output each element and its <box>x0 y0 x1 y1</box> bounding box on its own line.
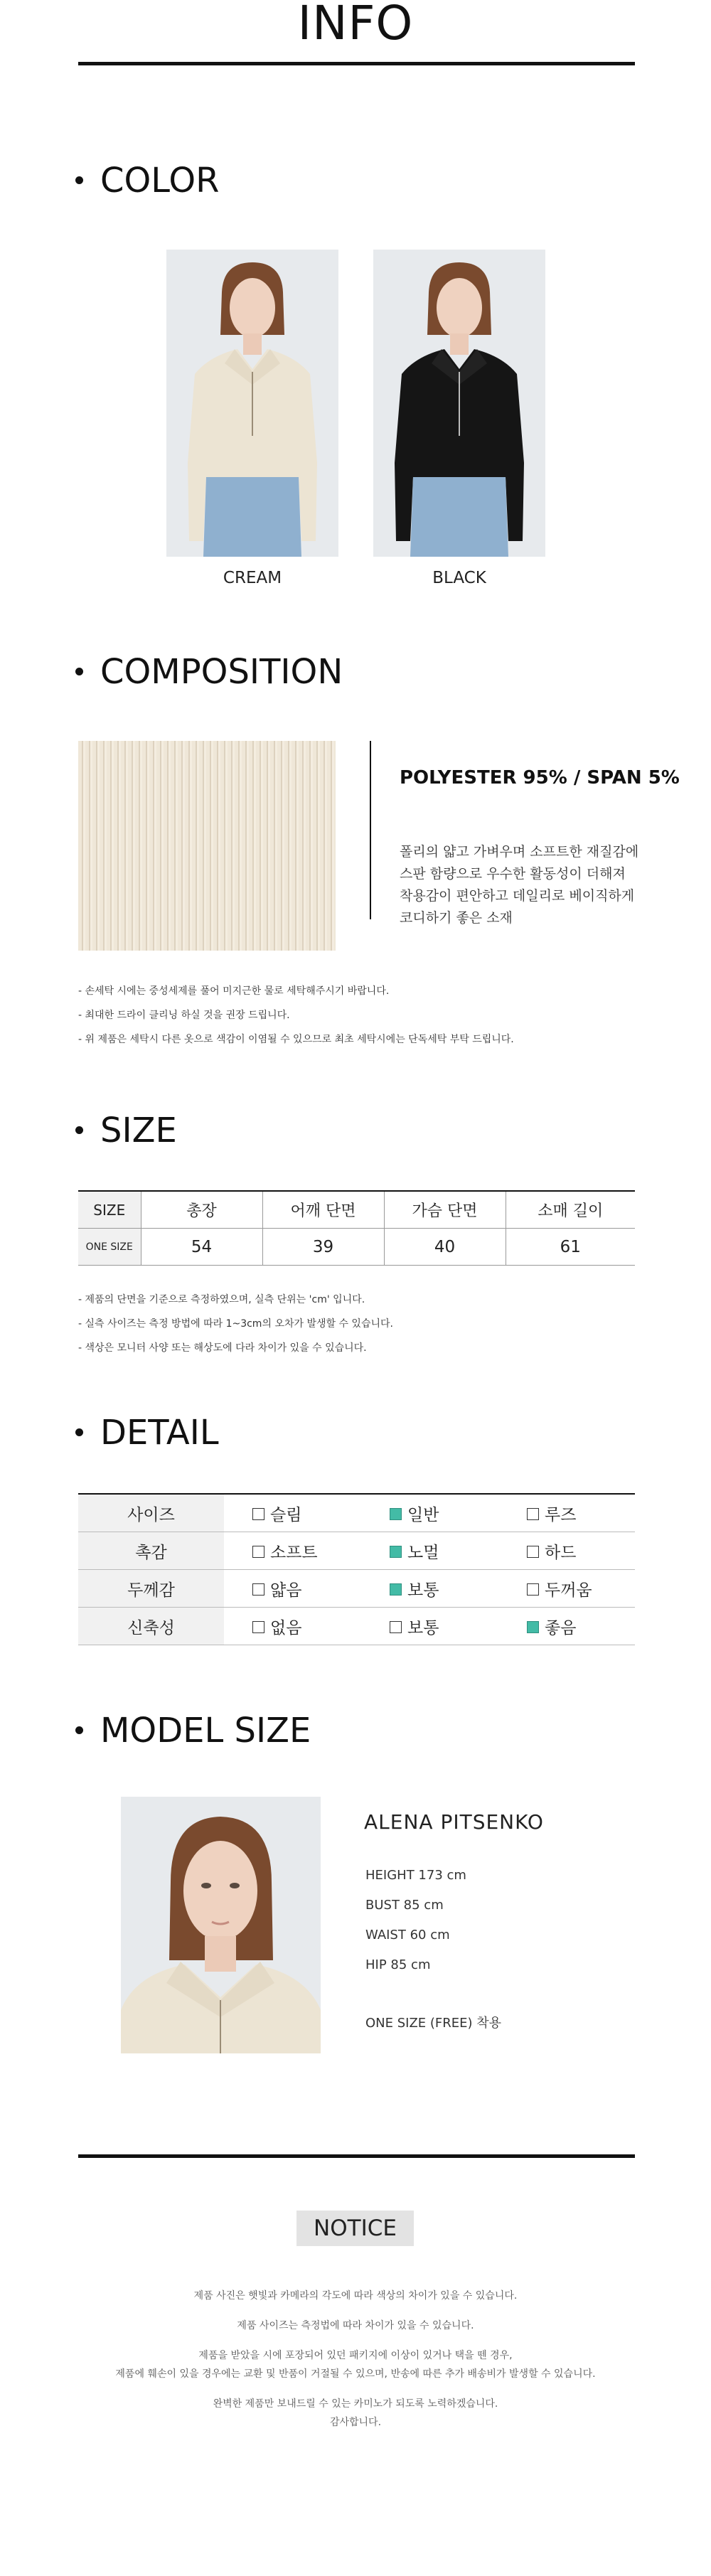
option-label: 노멀 <box>407 1543 439 1562</box>
detail-heading <box>75 1411 219 1454</box>
size-heading <box>75 1109 177 1152</box>
table-row <box>78 1532 635 1570</box>
model-hip: HIP 85 cm <box>365 1957 431 1972</box>
care-note: - 위 제품은 세탁시 다른 옷으로 색감이 이염될 수 있으므로 최초 세탁시에는 단독세탁 부탁 드립니다. <box>78 1034 514 1045</box>
checkbox-icon <box>527 1621 539 1633</box>
title-divider <box>78 62 635 65</box>
option-label: 소프트 <box>270 1543 318 1562</box>
detail-option <box>361 1532 498 1570</box>
description-line: 폴리의 얇고 가벼우며 소프트한 재질감에 <box>400 844 639 860</box>
material-label: POLYESTER 95% / SPAN 5% <box>400 767 680 789</box>
model-height: HEIGHT 173 cm <box>365 1868 466 1883</box>
description-line: 스판 함량으로 우수한 활동성이 더해져 <box>400 866 626 882</box>
black-photo <box>373 250 545 557</box>
table-row <box>78 1494 635 1532</box>
bullet-dot <box>75 1428 83 1436</box>
option-label: 보통 <box>407 1581 439 1600</box>
detail-option <box>498 1494 635 1532</box>
bullet-dot <box>75 1126 83 1134</box>
cream-photo <box>166 250 338 557</box>
composition-heading <box>75 651 343 693</box>
size-table <box>78 1190 635 1266</box>
model-size-heading <box>75 1709 311 1752</box>
composition-heading-text: COMPOSITION <box>100 652 343 692</box>
model-name: ALENA PITSENKO <box>364 1810 544 1834</box>
size-cell: 61 <box>560 1237 581 1256</box>
size-col-header: 소매 길이 <box>538 1202 604 1220</box>
care-note: - 최대한 드라이 클리닝 하실 것을 권장 드립니다. <box>78 1010 290 1021</box>
option-label: 루즈 <box>545 1505 577 1524</box>
care-notes <box>78 979 514 1052</box>
checkbox-icon <box>390 1546 402 1558</box>
size-cell: 39 <box>262 1229 384 1266</box>
description-line: 코디하기 좋은 소재 <box>400 910 513 926</box>
checkbox-icon <box>390 1508 402 1520</box>
table-row <box>78 1570 635 1608</box>
size-note: - 제품의 단면을 기준으로 측정하였으며, 실측 단위는 'cm' 입니다. <box>78 1294 365 1305</box>
detail-option <box>498 1532 635 1570</box>
detail-option <box>224 1570 361 1608</box>
checkbox-icon <box>390 1621 402 1633</box>
color-label-black: BLACK <box>432 569 486 587</box>
color-heading-text: COLOR <box>100 161 220 201</box>
notice-line: 제품을 받았을 시에 포장되어 있던 패키지에 이상이 있거나 택을 뗀 경우, <box>198 2350 513 2361</box>
model-waist: WAIST 60 cm <box>365 1928 450 1942</box>
checkbox-icon <box>390 1583 402 1596</box>
option-label: 하드 <box>545 1543 577 1562</box>
detail-option <box>361 1570 498 1608</box>
table-row <box>78 1229 635 1266</box>
size-col-header: 가슴 단면 <box>384 1191 506 1229</box>
size-note: - 색상은 모니터 사양 또는 해상도에 다라 차이가 있을 수 있습니다. <box>78 1342 367 1354</box>
size-cell: 54 <box>141 1229 262 1266</box>
detail-category: 사이즈 <box>78 1494 224 1532</box>
checkbox-icon <box>252 1583 264 1596</box>
detail-option <box>224 1608 361 1645</box>
notice-title: NOTICE <box>296 2211 414 2246</box>
size-col-header: 총장 <box>141 1191 262 1229</box>
black-model-illustration <box>373 250 545 557</box>
model-photo <box>121 1797 321 2053</box>
size-cell: 40 <box>384 1229 506 1266</box>
checkbox-icon <box>527 1583 539 1596</box>
checkbox-icon <box>252 1546 264 1558</box>
model-measurements <box>365 1861 466 1980</box>
notice-line: 제품에 훼손이 있을 경우에는 교환 및 반품이 거절될 수 있으며, 반송에 따른 추가 배송비가 발생할 수 있습니다. <box>115 2368 596 2380</box>
size-col-header: SIZE <box>78 1191 141 1229</box>
fabric-swatch <box>78 741 336 951</box>
detail-option <box>224 1532 361 1570</box>
model-portrait-illustration <box>121 1797 321 2053</box>
detail-category: 두께감 <box>78 1570 224 1608</box>
option-label: 슬림 <box>270 1505 302 1524</box>
option-label: 보통 <box>407 1618 439 1637</box>
description-line: 착용감이 편안하고 데일리로 베이직하게 <box>400 888 635 904</box>
detail-heading-text: DETAIL <box>100 1413 219 1453</box>
notice-divider <box>78 2154 635 2158</box>
model-fit: ONE SIZE (FREE) 착용 <box>365 2016 502 2031</box>
bullet-dot <box>75 1726 83 1734</box>
detail-category: 촉감 <box>78 1532 224 1570</box>
option-label: 두꺼움 <box>545 1581 592 1600</box>
table-row <box>78 1608 635 1645</box>
size-heading-text: SIZE <box>100 1111 177 1150</box>
option-label: 없음 <box>270 1618 302 1637</box>
checkbox-icon <box>527 1546 539 1558</box>
model-size-heading-text: MODEL SIZE <box>100 1711 311 1751</box>
checkbox-icon <box>252 1508 264 1520</box>
detail-option <box>224 1494 361 1532</box>
page-title: INFO <box>297 0 414 50</box>
detail-option <box>498 1570 635 1608</box>
material-description <box>400 841 638 929</box>
size-table-header <box>78 1191 635 1229</box>
checkbox-icon <box>527 1508 539 1520</box>
size-cell: ONE SIZE <box>78 1229 141 1266</box>
detail-option <box>498 1608 635 1645</box>
detail-category: 신축성 <box>78 1608 224 1645</box>
size-note: - 실측 사이즈는 측정 방법에 따라 1~3cm의 오차가 발생할 수 있습니다. <box>78 1318 393 1330</box>
color-heading <box>75 159 219 202</box>
notice-line: 제품 사진은 햇빛과 카메라의 각도에 따라 색상의 차이가 있을 수 있습니다. <box>193 2290 518 2302</box>
color-label-cream: CREAM <box>223 569 282 587</box>
detail-option <box>361 1608 498 1645</box>
size-notes <box>78 1288 393 1360</box>
detail-table <box>78 1493 635 1645</box>
detail-option <box>361 1494 498 1532</box>
notice-line: 제품 사이즈는 측정법에 따라 차이가 있을 수 있습니다. <box>237 2320 474 2331</box>
size-col-header: 어깨 단면 <box>262 1191 384 1229</box>
checkbox-icon <box>252 1621 264 1633</box>
option-label: 얇음 <box>270 1581 302 1600</box>
care-note: - 손세탁 시에는 중성세제를 풀어 미지근한 물로 세탁해주시기 바랍니다. <box>78 985 390 997</box>
option-label: 좋음 <box>545 1618 577 1637</box>
bullet-dot <box>75 176 83 184</box>
composition-divider <box>370 741 371 919</box>
notice-line: 완벽한 제품만 보내드릴 수 있는 카미노가 되도록 노력하겠습니다. <box>213 2398 498 2410</box>
option-label: 일반 <box>407 1505 439 1524</box>
model-bust: BUST 85 cm <box>365 1898 444 1913</box>
cream-model-illustration <box>166 250 338 557</box>
bullet-dot <box>75 668 83 675</box>
notice-line: 감사합니다. <box>329 2417 382 2428</box>
